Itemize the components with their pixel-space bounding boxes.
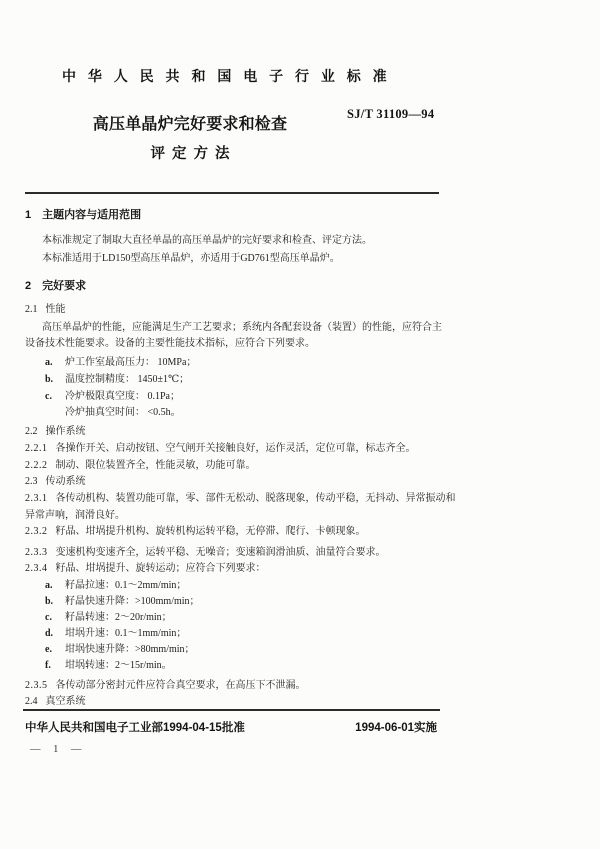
clause-number: 2.3.4	[25, 563, 48, 574]
clause-2-2-1	[25, 440, 445, 457]
list-item-2-1-c	[25, 388, 445, 405]
list-item-2-1-b	[25, 371, 445, 388]
clause-text: 制动、限位装置齐全，性能灵敏，功能可靠。	[55, 460, 256, 471]
standard-number: SJ/T 31109—94	[347, 107, 435, 121]
clause-2-3-5	[25, 677, 445, 694]
document-body	[25, 203, 456, 709]
clause-2-2-2	[25, 457, 445, 474]
clause-number: 2.2.1	[25, 443, 48, 454]
list-item-letter: e.	[45, 644, 52, 655]
section-2-title: 完好要求	[42, 280, 87, 292]
section-2-3-title: 传动系统	[45, 476, 86, 487]
approval-statement: 中华人民共和国电子工业部1994-04-15批准	[25, 722, 245, 734]
clause-number: 2.3.2	[25, 526, 48, 537]
list-item-text: 冷炉极限真空度： 0.1Pa；	[65, 391, 180, 402]
section-1-title: 主题内容与适用范围	[42, 209, 142, 221]
clause-text: 籽晶、坩埚提升、旋转运动；应符合下列要求：	[55, 563, 266, 574]
section-2-1-paragraph-line1: 高压单晶炉的性能，应能满足生产工艺要求；系统内各配套设备（装置）的性能，应符合主	[42, 322, 442, 333]
implementation-date: 1994-06-01实施	[355, 722, 437, 734]
list-item-2-3-4-f	[25, 658, 445, 674]
document-title-block	[90, 111, 290, 163]
section-1-number: 1	[25, 209, 32, 221]
list-item-letter: b.	[45, 374, 54, 385]
list-item-2-1-c-continuation: 冷炉抽真空时间： <0.5h。	[65, 407, 181, 418]
section-2-1-paragraph-line2: 设备技术性能要求。设备的主要性能技术指标，应符合下列要求。	[25, 338, 315, 349]
list-item-text: 温度控制精度： 1450±1℃；	[65, 374, 190, 385]
list-item-letter: a.	[45, 357, 53, 368]
section-2-heading	[25, 278, 445, 295]
section-2-1-title: 性能	[45, 304, 66, 315]
section-1-paragraph-2: 本标准适用于LD150型高压单晶炉，亦适用于GD761型高压单晶炉。	[42, 253, 340, 264]
standard-type-heading: 中 华 人 民 共 和 国 电 子 行 业 标 准	[62, 68, 391, 84]
section-2-3-heading	[25, 474, 445, 490]
page-number: — 1 —	[30, 744, 82, 755]
section-2-4-number: 2.4	[25, 696, 38, 707]
header-divider-rule	[25, 192, 439, 194]
list-item-text: 坩埚转速：2～15r/min。	[65, 660, 172, 671]
section-2-4-title: 真空系统	[45, 696, 86, 707]
list-item-2-1-a	[25, 354, 445, 371]
document-title-line1: 高压单晶炉完好要求和检查	[92, 116, 288, 133]
footer-approval-row	[25, 719, 437, 735]
section-2-number: 2	[25, 280, 32, 292]
section-2-4-heading	[25, 694, 445, 709]
list-item-letter: f.	[45, 660, 51, 671]
list-item-text: 籽晶转速：2～20r/min；	[65, 612, 172, 623]
clause-text: 各操作开关、启动按钮、空气闸开关接触良好，运作灵活，定位可靠，标志齐全。	[55, 443, 416, 454]
clause-2-3-1-line2: 异常声响，润滑良好。	[25, 510, 125, 521]
clause-2-3-2	[25, 524, 445, 540]
clause-text: 各传动部分密封元件应符合真空要求，在高压下不泄漏。	[55, 680, 306, 691]
list-item-2-3-4-e	[25, 642, 445, 658]
list-item-text: 坩埚升速：0.1～1mm/min；	[65, 628, 187, 639]
section-2-3-number: 2.3	[25, 476, 38, 487]
clause-number: 2.3.5	[25, 680, 48, 691]
list-item-letter: d.	[45, 628, 54, 639]
clause-number: 2.2.2	[25, 460, 48, 471]
section-2-2-heading	[25, 423, 445, 440]
list-item-letter: a.	[45, 580, 53, 591]
list-item-text: 坩埚快速升降：>80mm/min；	[65, 644, 195, 655]
footer-divider-rule	[23, 709, 440, 711]
clause-2-3-4	[25, 561, 445, 577]
section-2-1-number: 2.1	[25, 304, 38, 315]
list-item-letter: c.	[45, 391, 52, 402]
document-title-line2: 评定方法	[150, 146, 237, 162]
clause-2-3-1-line1	[25, 490, 456, 507]
clause-text: 籽晶、坩埚提升机构、旋转机构运转平稳，无停滞、爬行、卡顿现象。	[55, 526, 366, 537]
clause-number: 2.3.1	[25, 493, 48, 504]
list-item-text: 籽晶快速升降：>100mm/min；	[65, 596, 200, 607]
section-1-paragraph-1: 本标准规定了制取大直径单晶的高压单晶炉的完好要求和检查、评定方法。	[42, 235, 372, 246]
clause-2-3-3	[25, 544, 445, 561]
list-item-text: 籽晶拉速：0.1～2mm/min；	[65, 580, 187, 591]
list-item-2-3-4-b	[25, 594, 445, 610]
section-2-2-number: 2.2	[25, 426, 38, 437]
section-1-heading	[25, 207, 445, 224]
clause-number: 2.3.3	[25, 547, 48, 558]
list-item-2-3-4-d	[25, 626, 445, 642]
section-2-2-title: 操作系统	[45, 426, 86, 437]
list-item-2-3-4-c	[25, 610, 445, 626]
list-item-letter: b.	[45, 596, 54, 607]
list-item-text: 炉工作室最高压力： 10MPa；	[65, 357, 197, 368]
list-item-letter: c.	[45, 612, 52, 623]
clause-text: 各传动机构、装置功能可靠，零、部件无松动、脱落现象，传动平稳，无抖动、异常振动和	[55, 493, 456, 504]
clause-text: 变速机构变速齐全，运转平稳、无噪音；变速箱润滑油质、油量符合要求。	[55, 547, 386, 558]
list-item-2-3-4-a	[25, 578, 445, 594]
section-2-1-heading	[25, 301, 445, 318]
